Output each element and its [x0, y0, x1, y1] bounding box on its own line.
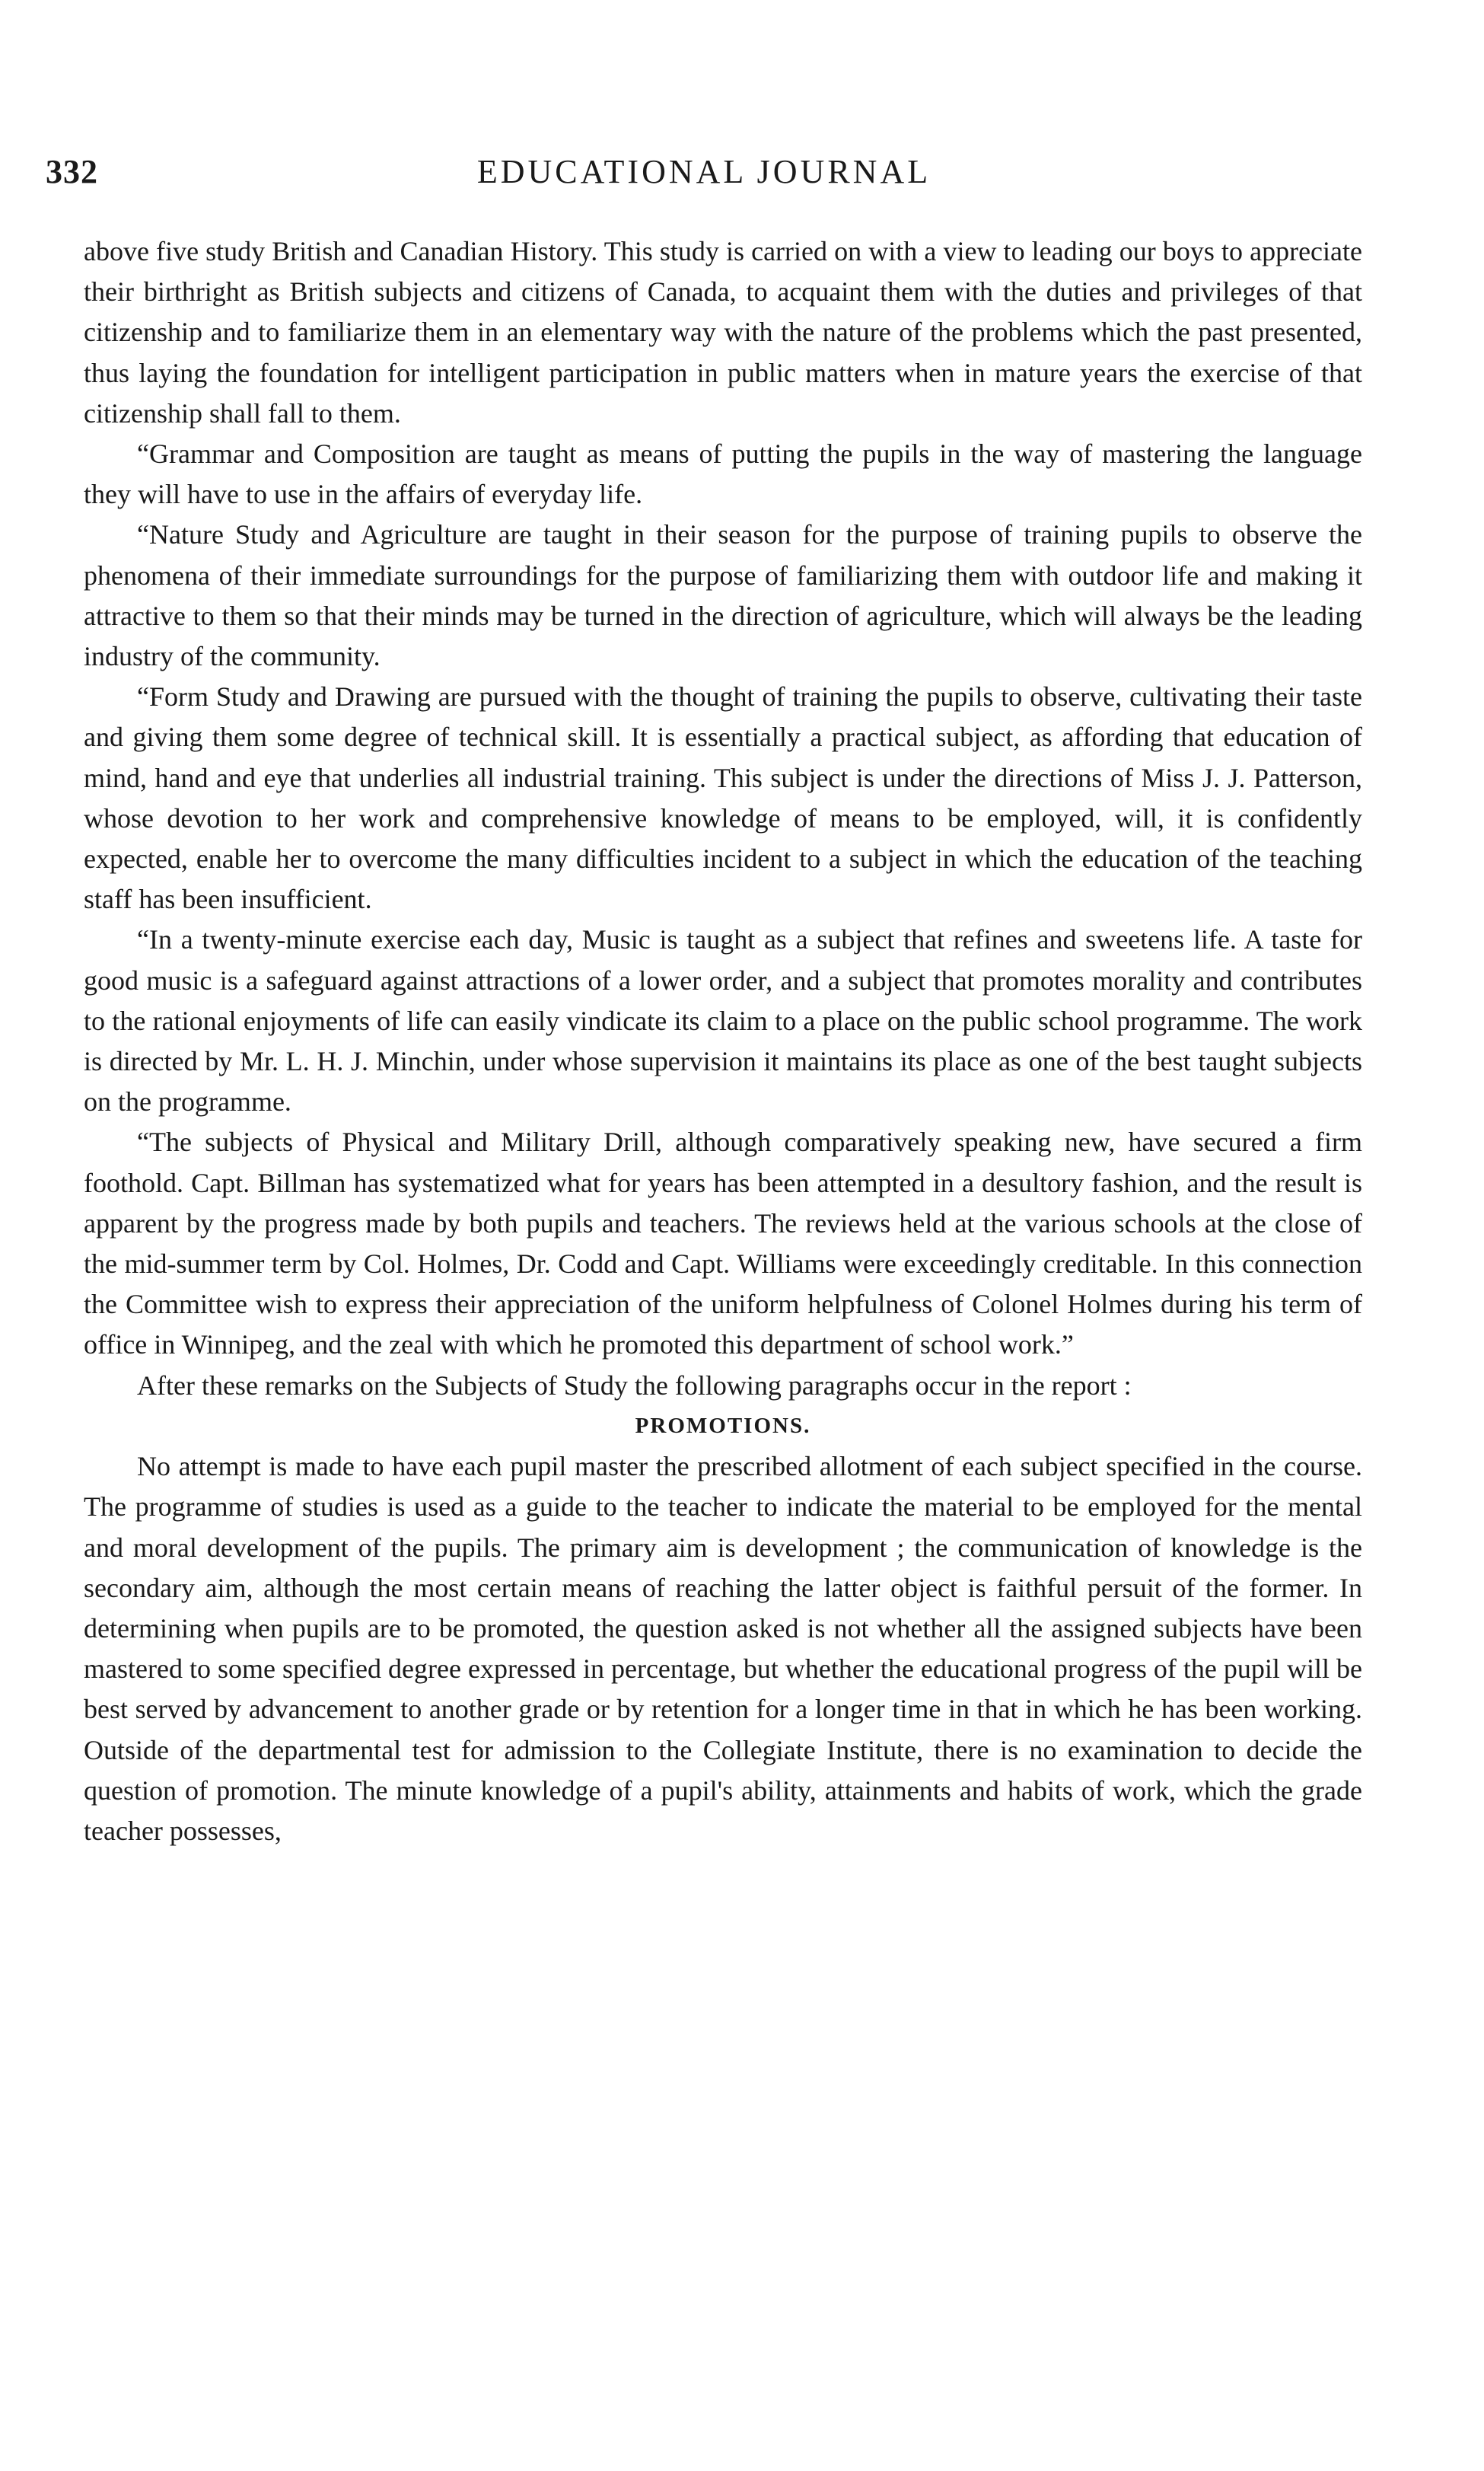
- paragraph-report-intro: After these remarks on the Subjects of Study the following paragraphs occur in the report :: [137, 1369, 1132, 1401]
- paragraph-promotions: No attempt is made to have each pupil master the prescribed allotment of each subject specified in the course. The programme of studies is used as a guide to the teacher to indicate the material to be employed for the mental and moral development of the pupils. The primary aim is development ; the communication of knowledge is the secondary aim, although the most certain means of reaching the latter object is faithful persuit of the former. In determining when pupils are to be promoted, the question asked is not whether all the assigned subjects have been mastered to some specified degree expressed in percentage, but whether the educational progress of the pupil will be best served by advancement to another grade or by retention for a longer time in that in which he has been working. Outside of the departmental test for admission to the Collegiate Institute, there is no examination to decide the question of promotion. The minute knowledge of a pupil's ability, attainments and habits of work, which the grade teacher possesses,: [84, 1451, 1362, 1846]
- paragraph-nature-study: “Nature Study and Agriculture are taught in their season for the purpose of training pupils to observe the phenomena of their immediate surroundings for the purpose of familiarizing them with outdoor life and making it attractive to them so that their minds may be turned in the direction of agriculture, which will always be the leading industry of the community.: [84, 519, 1362, 672]
- paragraph-music: “In a twenty-minute exercise each day, Music is taught as a subject that refines and sweetens life. A taste for good music is a safeguard against attractions of a lower order, and a subject that promotes morality and contributes to the rational enjoyments of life can easily vindicate its claim to a place on the public school programme. The work is directed by Mr. L. H. J. Minchin, under whose supervision it maintains its place as one of the best taught subjects on the programme.: [84, 924, 1362, 1118]
- page-number: 332: [46, 153, 98, 190]
- paragraph-grammar: “Grammar and Composition are taught as means of putting the pupils in the way of mastering the language they will have to use in the affairs of everyday life.: [84, 438, 1362, 510]
- running-title: EDUCATIONAL JOURNAL: [476, 153, 931, 190]
- page-header: [46, 152, 1362, 206]
- paragraph-history: above five study British and Canadian History. This study is carried on with a view to leading our boys to appreciate their birthright as British subjects and citizens of Canada, to acquaint them with the duties and privileges of that citizenship and to familiarize them in an elementary way with the nature of the problems which the past presented, thus laying the foundation for intelligent participation in public matters when in mature years the exercise of that citizenship shall fall to them.: [84, 236, 1362, 429]
- article-body: [84, 231, 1362, 1851]
- paragraph-drill: “The subjects of Physical and Military Drill, although comparatively speaking new, have secured a firm foothold. Capt. Billman has systematized what for years has been attempted in a desultory fashion, and the result is apparent by the progress made by both pupils and teachers. The reviews held at the various schools at the close of the mid-summer term by Col. Holmes, Dr. Codd and Capt. Williams were exceedingly creditable. In this connection the Committee wish to express their appreciation of the uniform helpfulness of Colonel Holmes during his term of office in Winnipeg, and the zeal with which he promoted this department of school work.”: [84, 1127, 1362, 1360]
- section-heading-promotions: PROMOTIONS.: [635, 1413, 811, 1438]
- paragraph-drawing: “Form Study and Drawing are pursued with the thought of training the pupils to observe, cultivating their taste and giving them some degree of technical skill. It is essentially a practical subject, as affording that education of mind, hand and eye that underlies all industrial training. This subject is under the directions of Miss J. J. Patterson, whose devotion to her work and comprehensive knowledge of means to be employed, will, it is confidently expected, enable her to overcome the many difficulties incident to a subject in which the education of the teaching staff has been insufficient.: [84, 681, 1362, 915]
